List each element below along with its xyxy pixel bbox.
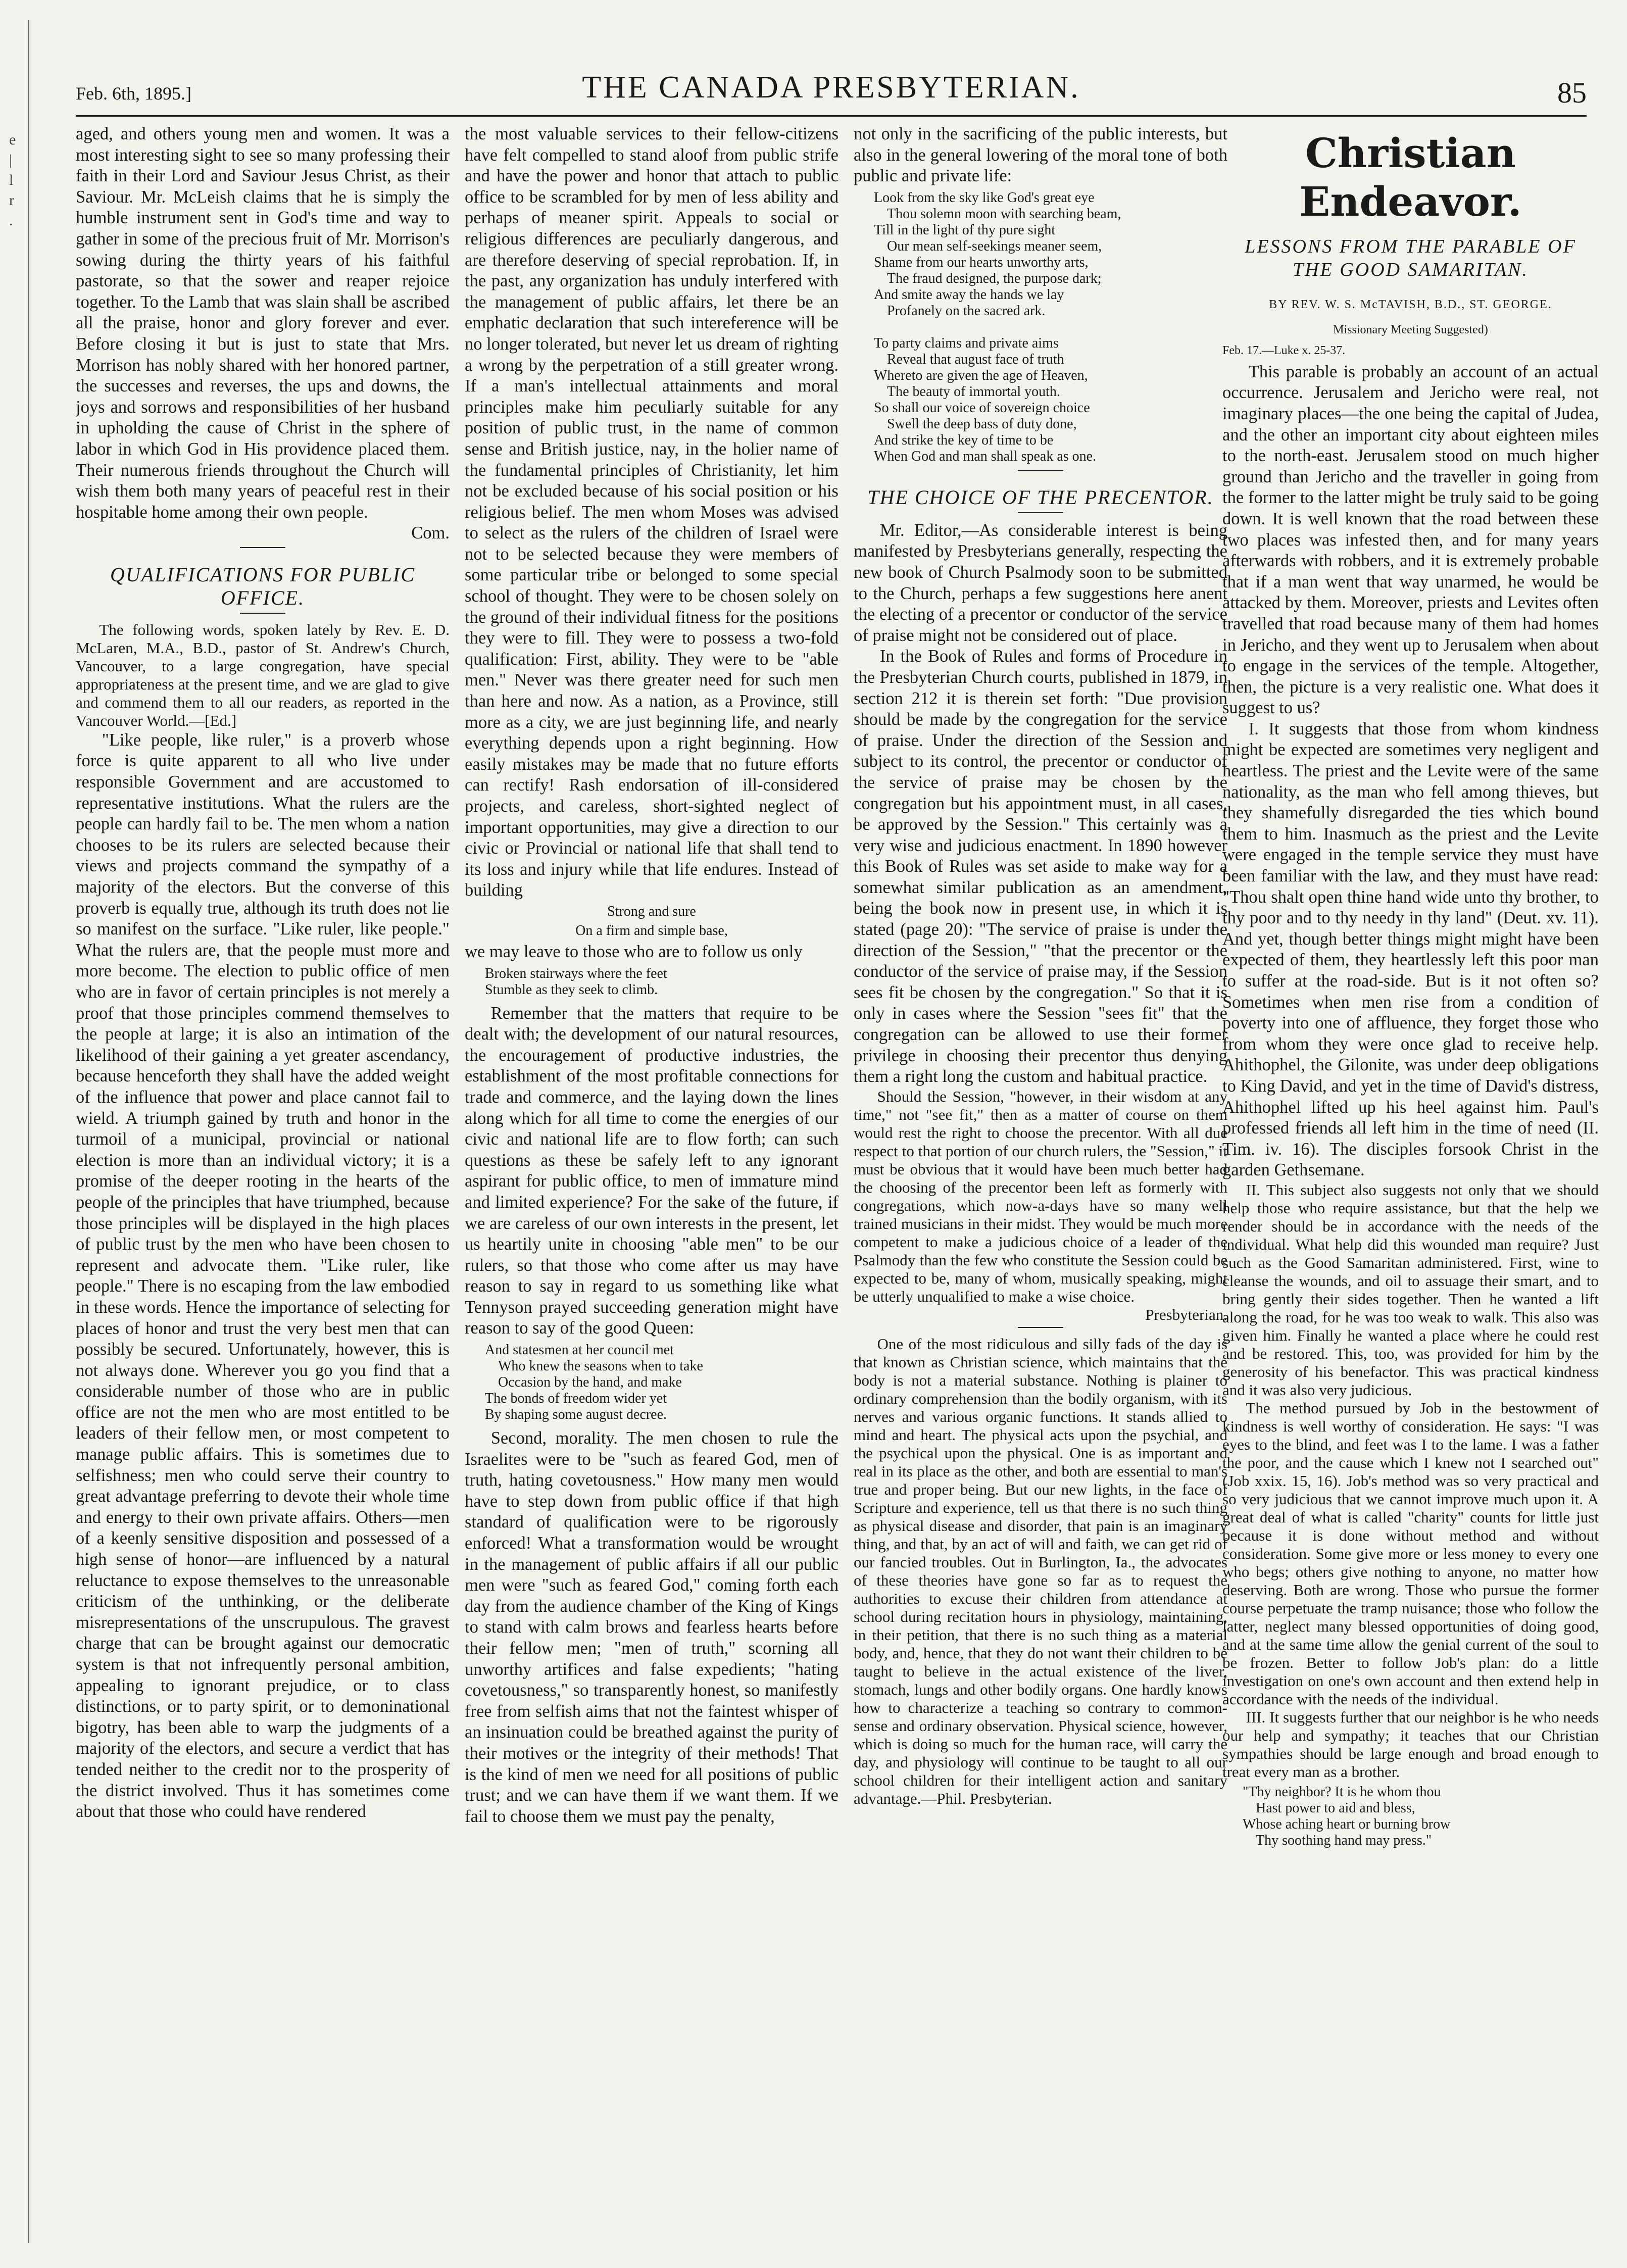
margin-mark: | (9, 152, 13, 168)
qualifications-continued: the most valuable services to their fellow-citizens have felt compelled to stand aloof from public strife and have the power and honor that attach to public office to be scrambled for by men of less ability and perhaps of meaner spirit. Appeals to social or religious differences are peculiarly dangerous, and are therefore deserving of special reprobation. If, in the past, any organization has unduly interfered with the management of public affairs, let there be an emphatic declaration that such intereference will be no longer tolerated, but never let us dream of righting a wrong by the perpetration of a still greater wrong. If a man's intellectual attainments and moral principles make him peculiarly suitable for any position of public trust, in the name of common sense and British justice, nay, in the holier name of the fundamental principles of Christianity, let him not be excluded because of his social position or his religious belief. The men whom Moses was advised to select as the rulers of the children of Israel were not to be selected because they were members of some particular tribe or belonged to some special school of thought. They were to be chosen solely on the ground of their individual fitness for the positions they were to fill. They were to possess a two-fold qualification: First, ability. They were to be "able men." Never was there greater need for such men than here and now. As a nation, as a Province, still more as a city, we are just beginning life, and nearly everything depends upon a right beginning. How easily mistakes may be made that no future efforts can rectify! Rash endorsation of ill-considered projects, and careless, short-sighted neglect of important opportunities, may give a direction to our civic or Provincial or national life that shall tend to its loss and injury while that life endures. Instead of building (465, 124, 839, 900)
verse-line: Who knew the seasons when to take (498, 1358, 703, 1374)
lesson-para-5: III. It suggests further that our neighbor is he who needs our help and sympathy; it teaches that our Christian sympathies should be large enough and broad enough to treat every man as a brother. (1222, 1708, 1599, 1781)
margin-mark: e (9, 131, 16, 148)
verse-line: And statesmen at her council met (485, 1342, 674, 1358)
verse-line: The bonds of freedom wider yet (485, 1391, 667, 1407)
verse-line (874, 319, 1227, 335)
verse-line: Whose aching heart or burning brow (1243, 1816, 1451, 1832)
verse-line: The fraud designed, the purpose dark; (887, 270, 1102, 286)
verse-line: Thy soothing hand may press." (1256, 1832, 1432, 1848)
verse-moon (874, 190, 1227, 465)
precentor-para-3: Should the Session, "however, in their wisdom at any time," not "see fit," then as a matter of course on them would rest the right to choose the precentor. With all due respect to that portion of our church rulers, the "Session," it must be obvious that it would have been much better had the choosing of the precentor been left as formerly with congregations, which now-a-days have so many well trained musicians in their midst. They would be much more competent to make a judicious choice of a leader of the Psalmody than the few who constitute the Session could be expected to be, many of whom, musically speaking, might be utterly unqualified to make a wise choice. (854, 1087, 1227, 1305)
qualifications-paragraph: Remember that the matters that require to be dealt with; the development of our natural resources, the encouragement of productive industries, the establishment of the most profitable connections for trade and commerce, and the laying down the lines along which for all time to come the energies of our civic and national life are to flow forth; can such questions as these be safely left to any ignorant aspirant for public office, to men of immature mind and limited experience? For the sake of the future, if we are careless of our own interests in the present, let us heartily unite in choosing "able men" to be our rulers, so that those who come after us may have reason to say in regard to us something like what Tennyson prayed succeeding generation might have reason to say of the good Queen: (465, 1003, 839, 1338)
verse-strong-and-sure (465, 903, 839, 940)
column-4 (1222, 124, 1599, 2250)
header-rule (76, 115, 1587, 117)
verse-line: Shame from our hearts unworthy arts, (874, 254, 1089, 270)
column-2 (465, 124, 839, 2250)
verse-line: Whereto are given the age of Heaven, (874, 367, 1088, 383)
issue-date: Feb. 6th, 1895.] (76, 83, 191, 104)
verse-line: And smite away the hands we lay (874, 286, 1064, 303)
newspaper-title: THE CANADA PRESBYTERIAN. (582, 70, 1080, 105)
verse-line: So shall our voice of sovereign choice (874, 400, 1090, 416)
byline: BY REV. W. S. McTAVISH, B.D., ST. GEORGE. (1269, 298, 1552, 311)
verse-line: On a firm and simple base, (575, 922, 728, 939)
qualifications-morality: Second, morality. The men chosen to rule the Israelites were to be "such as feared God, men of truth, hating covetousness." How many men would have to step down from public office if that high standard of qualification were to be rigorously enforced! What a transformation would be wrought in the management of public affairs if all our public men were "such as feared God," coming forth each day from the audience chamber of the King of Kings to stand with calm brows and fearless hearts before their fellow men; "men of truth," scorning all unworthy artifices and false expedients; "hating covetousness," so transparently honest, so manifestly free from selfish aims that not the faintest whisper of an insinuation could be breathed against the purity of their motives or the integrity of their methods! That is the kind of men we need for all positions of public trust; and we can have them if we want them. If we fail to choose them we must pay the penalty, (465, 1428, 839, 1826)
precentor-para-2: In the Book of Rules and forms of Procedure in the Presbyterian Church courts, published in 1879, in section 212 it is therein set forth: "Due provision should be made by the congregation for the service of praise. Under the direction of the Session and subject to its control, the precentor or conductor of the service of praise may be chosen by the congregation but his appointment must, in all cases, be approved by the Session." This certainly was a very wise and judicious enactment. In 1890 however this Book of Rules was set aside to make way for a somewhat similar publication as an amendment, being the book now in present use, in which it is stated (page 20): "The service of praise is under the direction of the Session," "that the precentor or the conductor of the service of praise may, if the Session sees fit be chosen by the congregation." So that it is only in cases where the Session "sees fit" that the congregation can be allowed to use their former privilege in choosing their precentor thus denying them a right long the custom and habitual practice. (854, 647, 1227, 1087)
divider (1018, 512, 1063, 513)
verse-neighbor (1243, 1784, 1599, 1849)
divider (1018, 1327, 1063, 1328)
page-number: 85 (1557, 76, 1587, 109)
verse-line: Reveal that august face of truth (887, 351, 1064, 367)
lesson-title: LESSONS FROM THE PARABLE OF THE GOOD SAMARITAN. (1245, 236, 1576, 280)
qualifications-intro: The following words, spoken lately by Rev. E. D. McLaren, M.A., B.D., pastor of St. Andrew's Church, Vancouver, to a large congregation, have special appropriateness at the present time, and we are glad to give and commend them to all our readers, as reported in the Vancouver World.—[Ed.] (76, 620, 450, 729)
column-3 (854, 124, 1227, 2250)
lesson-para-4: The method pursued by Job in the bestowment of kindness is well worthy of consideration. He says: "I was eyes to the blind, and feet was I to the lame. I was a father the poor, and the cause which I knew not I searched out" (Job xxix. 15, 16). Job's method was so very practical and so very judicious that we cannot improve much upon it. A great deal of what is called "charity" counts for little just because it is done without method and without consideration. Some give more or less money to every one who begs; others give nothing to anyone, no matter how deserving. Both are wrong. Those who pursue the former course perpetuate the tramp nuisance; those who follow the latter, neglect many blessed opportunities of doing good, and at the same time allow the genial current of the soul to be frozen. Better to follow Job's plan: do a little investigation on one's own account and then extend help in accordance with the needs of the individual. (1222, 1399, 1599, 1708)
morrison-article (76, 124, 450, 523)
verse-line: Till in the light of thy pure sight (874, 222, 1056, 238)
signature-presbyterian: Presbyterian. (1145, 1305, 1227, 1323)
scripture-reference: Feb. 17.—Luke x. 25-37. (1222, 344, 1346, 358)
christian-science-article: One of the most ridiculous and silly fads of the day is that known as Christian science, which maintains that the body is not a material substance. Nothing is plainer to ordinary comprehension than the bodily organism, with its nerves and various organic functions. It stands allied to mind and heart. The physical acts upon the psychial, and the psychical upon the physical. One is as important and real in its place as the other, and both are essential to man's true and proper being. But our new lights, in the face of Scripture and experience, tell us that there is no such thing as physical disease and disorder, that pain is an imaginary thing, and that, by an act of will and faith, we can get rid of our fancied troubles. Out in Burlington, Ia., the advocates of these theories have gone so far as to request the authorities to excuse their children from attendance at school during recitation hours in physiology, maintaining, in their petition, that there is no such thing as a material body, and, hence, that they do not want their children to be taught to believe in the actual existence of the liver, stomach, lungs and other bodily organs. One hardly knows how to characterize a teaching so contrary to common-sense and ordinary observation. Physical science, however, which is doing so much for the human race, will carry the day, and physiology will continue to be taught to all our school children for their intelligent action and sanitary advantage.—Phil. Presbyterian. (854, 1335, 1227, 1807)
verse-tennyson (485, 1342, 839, 1423)
meeting-note: Missionary Meeting Suggested) (1333, 323, 1488, 336)
margin-mark: l (9, 172, 14, 188)
qualifications-bridge: we may leave to those who are to follow us only (465, 942, 803, 961)
divider (1018, 470, 1063, 471)
verse-broken-stairways (485, 966, 839, 998)
page-edge-rule (28, 20, 29, 2243)
qualifications-heading: QUALIFICATIONS FOR PUBLIC OFFICE. (110, 563, 416, 609)
lesson-para-1: This parable is probably an account of an actual occurrence. Jerusalem and Jericho were real, not imaginary places—the one being the capital of Judea, and the other an important city about eighteen miles to the north-east. Jerusalem stood on much higher ground than Jericho and the traveller in going from the former to the latter might be truly said to be going down. It is well known that the road between these two places was infested then, and for many years afterwards with robbers, and it is extremely probable that if a man went that way unarmed, he would be attacked by them. Moreover, priests and Levites often travelled that road because many of them had homes in Jericho, and they went up to Jerusalem when about to engage in the services of the temple. Altogether, then, the picture is a very realistic one. What does it suggest to us? (1222, 362, 1599, 718)
qualifications-body (76, 730, 450, 1822)
verse-line: By shaping some august decree. (485, 1407, 667, 1423)
lesson-para-3: II. This subject also suggests not only that we should help those who require assistance, but that the help we render should be in accordance with the needs of the individual. What help did this wounded man require? Just such as the Good Samaritan administered. First, wine to cleanse the wounds, and oil to assuage their smart, and to bring gently their sides together. Then he wanted a lift along the road, for he was too weak to walk. This also was given him. Finally he wanted a place where he could rest and be restored. This, too, was provided for him by the generosity of his benefactor. This was practical kindness and it was also very judicious. (1222, 1180, 1599, 1399)
verse-line: Swell the deep bass of duty done, (887, 416, 1077, 432)
verse-line: Thou solemn moon with searching beam, (887, 206, 1121, 222)
verse-line: Profanely on the sacred ark. (887, 303, 1046, 319)
divider (240, 613, 285, 614)
verse-line: Broken stairways where the feet (485, 965, 667, 981)
masthead (76, 61, 1587, 116)
verse-line: Look from the sky like God's great eye (874, 189, 1095, 206)
verse-line: "Thy neighbor? It is he whom thou (1243, 1784, 1441, 1800)
verse-line: And strike the key of time to be (874, 432, 1054, 448)
verse-line: Hast power to aid and bless, (1256, 1800, 1415, 1816)
verse-line: The beauty of immortal youth. (887, 383, 1060, 400)
verse-line: Stumble as they seek to climb. (485, 981, 658, 998)
verse-line: Occasion by the hand, and make (498, 1374, 682, 1391)
signature-com: Com. (411, 523, 450, 543)
verse-line: Our mean self-seekings meaner seem, (887, 238, 1102, 254)
paragraph: aged, and others young men and women. It was a most interesting sight to see so many professing their faith in their Lord and Saviour Jesus Christ, as their Saviour. Mr. McLeish claims that he is simply the humble instrument sent in God's time and way to gather in some of the precious fruit of Mr. Morrison's sowing during the thirty years of his faithful pastorate, so that the sower and reaper rejoice together. To the Lamb that was slain shall be ascribed all the praise, honor and glory forever and ever. Before closing it but is just to state that Mrs. Morrison has nobly shared with her honored partner, the successes and reverses, the ups and downs, the joys and sorrows and responsibilities of her husband in upholding the cause of Christ in the sphere of labor in which God in His providence placed them. Their numerous friends throughout the Church will wish them both many years of peaceful rest in their hospitable home among their own people. (76, 124, 450, 522)
verse-line: To party claims and private aims (874, 335, 1059, 351)
paragraph: "Like people, like ruler," is a proverb whose force is quite apparent to all who live under responsible Government and are accustomed to representative institutions. What the rulers are the people can hardly fail to be. The men whom a nation chooses to be its rulers are selected because their views and projects command the sympathy of a majority of the electors. But the converse of this proverb is equally true, although its truth does not lie so manifest on the surface. "Like ruler, like people." What the rulers are, that the people must more and more become. The election to public office of men who are in favor of certain principles is not merely a proof that those principles commend themselves to the people at large; it is also an intimation of the likelihood of their gaining a yet greater ascendancy, because henceforth they shall have the added weight of the influence that power and place cannot fail to wield. A triumph gained by truth and honor in the turmoil of a municipal, provincial or national election is more than an individual victory; it is a promise of the deeper rooting in the hearts of the people of the principles that have triumphed, because those principles will be displayed in the high places of public trust by the men who have been chosen to represent and advocate them. "Like ruler, like people." There is no escaping from the law embodied in these words. Hence the importance of selecting for places of honor and trust the very best men that can possibly be secured. Unfortunately, however, this is not always done. Wherever you go you find that a considerable number of those who are in public office are not the men who are most entitled to be leaders of their fellow men, or most competent to manage public affairs. This is sometimes due to selfishness; men who could serve their country to great advantage preferring to devote their whole time and energy to their own private affairs. Others—men of a keenly sensitive disposition and possessed of a high sense of honor—are influenced by a natural reluctance to expose themselves to the unreasonable criticism of the unthinking, or the deliberate misrepresentations of the unscrupulous. The gravest charge that can be brought against our democratic system is that not infrequently personal ambition, appealing to ignorant prejudice, or to class distinctions, or to party spirit, or to demoninational bigotry, has been able to warp the judgments of a majority of the electors, and secure a verdict that has tended neither to the credit nor to the prosperity of the district involved. Thus it has sometimes come about that those who could have rendered (76, 730, 450, 1821)
precentor-para-1: Mr. Editor,—As considerable interest is being manifested by Presbyterians generally, respecting the new book of Church Psalmody soon to be submitted to the Church, perhaps a few suggestions here anent the electing of a precentor or conductor of the service of praise might not be considered out of place. (854, 520, 1227, 645)
qualifications-end: not only in the sacrificing of the public interests, but also in the general lowering of the moral tone of both public and private life: (854, 124, 1227, 186)
margin-mark: . (9, 212, 13, 229)
divider (240, 547, 285, 548)
margin-mark: r (9, 192, 14, 209)
precentor-heading: THE CHOICE OF THE PRECENTOR. (867, 485, 1214, 509)
column-1 (76, 124, 450, 2250)
lesson-para-2: I. It suggests that those from whom kindness might be expected are sometimes very negligent and heartless. The priest and the Levite were of the same nationality, as the man who fell among thieves, but they shamefully disregarded the ties which bound them to him. Inasmuch as the priest and the Levite were engaged in the temple service they must have been familiar with the law, and they must have read: "Thou shalt open thine hand wide unto thy brother, to thy poor and to thy needy in thy land" (Deut. xv. 11). And yet, though better things might might have been expected of them, they heartlessly left this poor man to suffer at the road-side. But is it not often so? Sometimes when men rise from a condition of poverty into one of affluence, they forget those who from whom they were once glad to receive help. Ahithophel, the Gilonite, was under deep obligations to King David, and yet in the time of David's distress, Ahithophel lifted up his heel against him. Paul's professed friends all left him in the time of need (II. Tim. iv. 16). The disciples forsook Christ in the garden Gethsemane. (1222, 719, 1599, 1180)
department-heading: Christian Endeavor. (1299, 129, 1522, 225)
verse-line: Strong and sure (607, 903, 696, 919)
verse-line: When God and man shall speak as one. (874, 448, 1097, 464)
